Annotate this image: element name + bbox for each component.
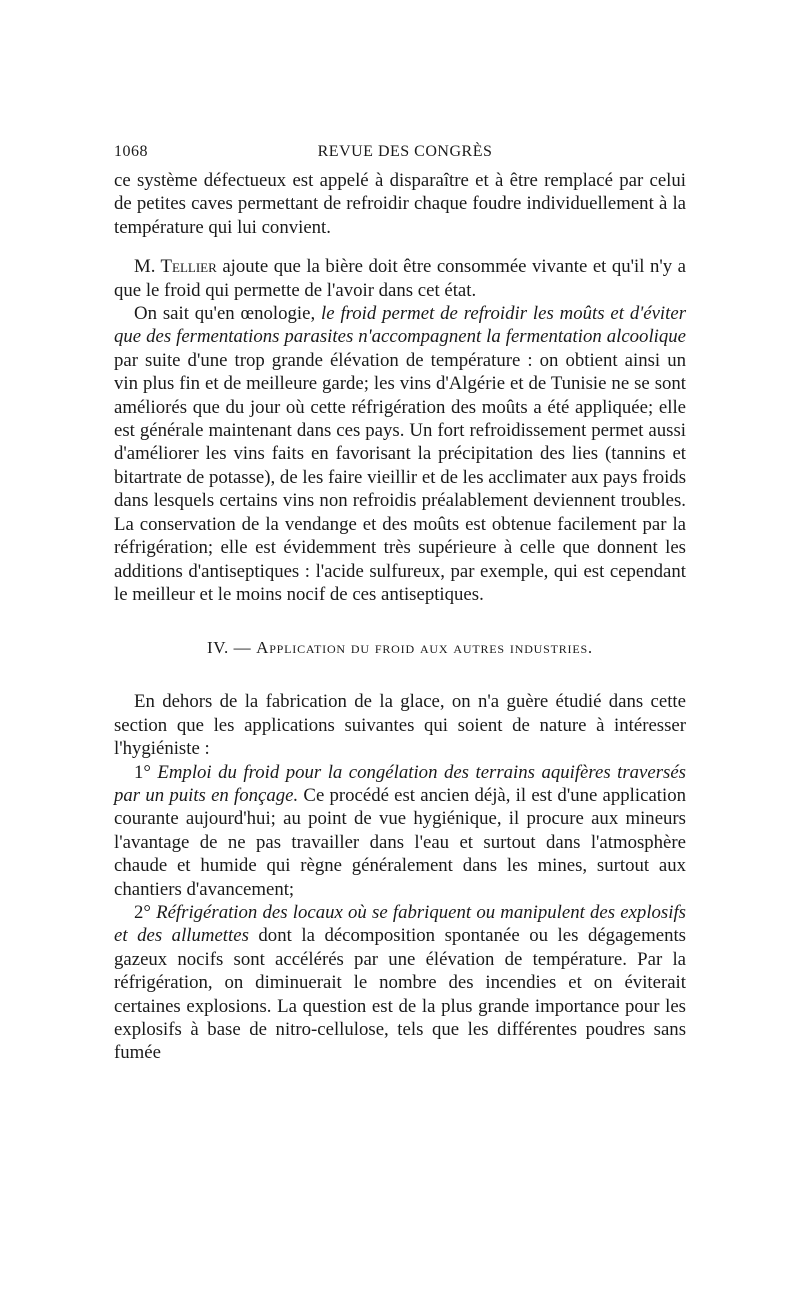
- list-item-2: [114, 901, 686, 1065]
- list-item-2-number: 2°: [134, 901, 157, 923]
- list-item-1-text: Ce procédé est ancien déjà, il est d'une application courante aujourd'hui; au point de vue hygiénique, il procure aux mineurs l'avantage de ne pas travailler dans l'eau et surtout dans l'atmosphère chaude et humide qui règne généralement dans les mines, surtout aux chantiers d'avancement;: [114, 784, 686, 900]
- paragraph-oenologie: [114, 302, 686, 606]
- running-title: REVUE DES CONGRÈS: [317, 143, 493, 160]
- running-head: [114, 143, 686, 169]
- section-heading: [114, 636, 686, 660]
- list-item-2-italic: Réfrigération des locaux où se fabriquent ou manipulent des explosifs et des allumettes: [114, 901, 686, 947]
- page-number: 1068: [114, 143, 148, 160]
- section-numeral: IV. —: [207, 638, 257, 658]
- book-page: [114, 143, 686, 1065]
- paragraph-intro: En dehors de la fabrication de la glace, on n'a guère étudié dans cette section que les applications suivantes qui soient de nature à intéresser l'hygiéniste :: [114, 691, 686, 760]
- paragraph-tellier: [114, 255, 686, 302]
- paragraph-oenologie-text: par suite d'une trop grande élévation de température : on obtient ainsi un vin plus fin et de meilleure garde; les vins d'Algérie et de Tunisie ne se sont améliorés que du jour où cette réfrigération des moûts a été appliquée; elle est générale maintenant dans ces pays. Un fort refroidissement permet aussi d'améliorer les vins faits en favorisant la précipitation des lies (tannins et bitartrate de potasse), de les faire vieillir et de les acclimater aux pays froids dans lesquels certains vins non refroidis préalablement deviennent troubles. La conservation de la vendange et des moûts est obtenue facilement par la réfrigération; elle est évidemment très supérieure à celle que donnent les additions d'antiseptiques : l'acide sulfureux, par exemple, qui est cependant le meilleur et le moins nocif de ces antiseptiques.: [114, 349, 686, 605]
- paragraph-continuation: ce système défectueux est appelé à disparaître et à être remplacé par celui de petites caves permettant de refroidir chaque foudre individuellement à la température qui lui convient.: [114, 170, 686, 238]
- paragraph-oenologie-italic: le froid permet de refroidir les moûts et d'éviter que des fermentations parasites n'accompagnent la fermentation alcoolique: [114, 303, 686, 348]
- list-item-1-italic: Emploi du froid pour la congélation des terrains aquifères traversés par un puits en fonçage.: [114, 761, 686, 806]
- paragraph-tellier-text: ajoute que la bière doit être consommée vivante et qu'il n'y a que le froid qui permette de l'avoir dans cet état.: [114, 256, 686, 301]
- list-item-2-text: dont la décomposition spontanée ou les dégagements gazeux nocifs sont accélérés par une élévation de température. Par la réfrigération, on diminuerait le nombre des incendies et on éviterait certaines explosions. La question est de la plus grande importance pour les explosifs à base de nitro-cellulose, tels que les différentes poudres sans fumée: [114, 925, 686, 1064]
- section-title: Application du froid aux autres industries.: [256, 638, 593, 658]
- list-item-1-number: 1°: [134, 761, 158, 783]
- speaker-name: M. Tellier: [134, 256, 217, 278]
- list-item-1: [114, 761, 686, 901]
- paragraph-oenologie-lead: On sait qu'en œnologie,: [134, 303, 322, 325]
